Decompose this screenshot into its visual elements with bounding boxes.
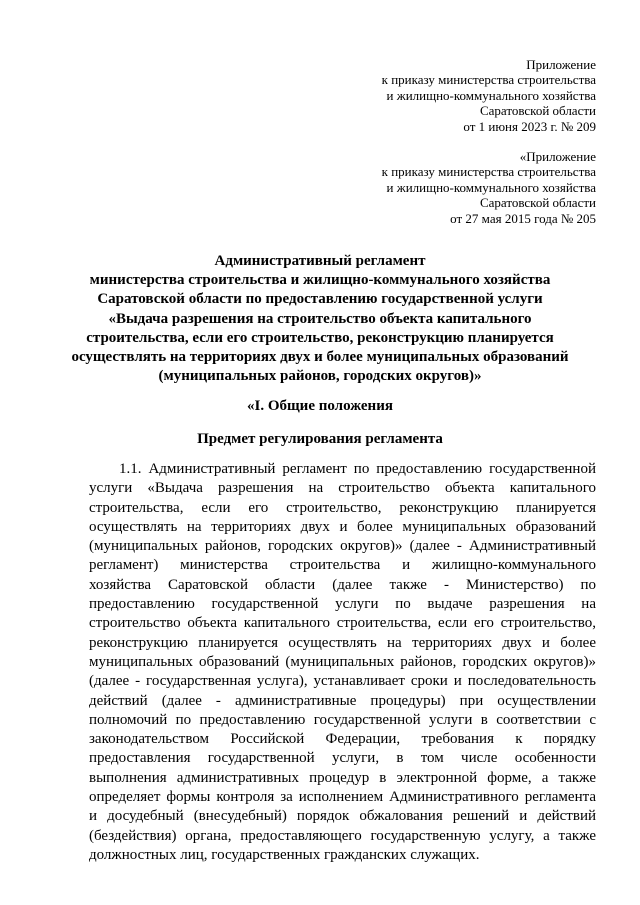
title-line: (муниципальных районов, городских округов)»	[158, 368, 482, 385]
appendix-header-original	[382, 149, 596, 226]
document-title	[40, 252, 600, 386]
paragraph-line: выполнения административных процедур в электронной форме, а также	[89, 769, 596, 786]
paragraph-line: полномочий по предоставлению государственной услуги в соответствии с	[89, 711, 596, 728]
appendix-header-current	[382, 57, 596, 134]
title-line: министерства строительства и жилищно-коммунального хозяйства	[89, 272, 551, 289]
title-line: Саратовской области по предоставлению государственной услуги	[97, 291, 543, 308]
section-heading: «I. Общие положения	[247, 398, 393, 414]
appendix-line: «Приложение	[519, 149, 596, 164]
paragraph-line: предоставлению государственной услуги по выдаче разрешения на	[89, 596, 596, 613]
paragraph-line: должностных лиц, государственных гражданских служащих.	[89, 846, 480, 863]
paragraph-line: (далее - государственная услуга), устанавливает сроки и последовательность	[89, 673, 596, 690]
appendix-line: Приложение	[526, 57, 596, 72]
title-line: Административный регламент	[214, 253, 426, 269]
paragraph-line: (бездействия) органа, предоставляющего государственную услугу, а также	[89, 827, 596, 844]
paragraph-line: регламент) министерства строительства и жилищно-коммунального	[89, 557, 596, 574]
subsection-heading: Предмет регулирования регламента	[197, 431, 443, 447]
appendix-line: к приказу министерства строительства	[381, 72, 596, 88]
paragraph-line: законодательством Российской Федерации, требования к порядку	[89, 731, 596, 748]
paragraph-line: строительства, если его строительство, реконструкцию планируется	[89, 499, 596, 516]
paragraph-line: строительство объекта капитального строительства, если его строительство,	[89, 615, 596, 632]
appendix-line: Саратовской области	[479, 195, 596, 211]
paragraph-line: хозяйства Саратовской области (далее также - Министерство) по	[89, 576, 596, 593]
paragraph-line: муниципальных образований (муниципальных районов, городских округов)»	[89, 653, 596, 670]
appendix-line: к приказу министерства строительства	[381, 164, 596, 180]
appendix-line: и жилищно-коммунального хозяйства	[386, 179, 596, 195]
paragraph-line: реконструкцию планируется осуществлять на территориях двух и более	[89, 634, 596, 651]
paragraph-line: действий (далее - административные процедуры) при осуществлении	[89, 692, 596, 709]
paragraph-line: 1.1. Административный регламент по предоставлению государственной	[119, 461, 596, 477]
appendix-line: от 1 июня 2023 г. № 209	[463, 118, 596, 134]
title-line: «Выдача разрешения на строительство объекта капитального	[108, 310, 532, 327]
paragraph-line: определяет формы контроля за исполнением Административного регламента	[89, 789, 596, 806]
title-line: строительства, если его строительство, реконструкцию планируется	[86, 329, 554, 346]
appendix-line: от 27 мая 2015 года № 205	[450, 210, 596, 226]
paragraph-1-1	[89, 460, 596, 865]
title-line: осуществлять на территориях двух и более муниципальных образований	[71, 349, 569, 366]
appendix-line: и жилищно-коммунального хозяйства	[386, 87, 596, 103]
appendix-line: Саратовской области	[479, 103, 596, 119]
paragraph-line: услуги «Выдача разрешения на строительство объекта капитального	[89, 480, 596, 497]
paragraph-line: предоставления государственной услуги, в том числе особенности	[89, 750, 596, 767]
paragraph-line: осуществлять на территориях двух и более муниципальных образований	[89, 518, 596, 535]
paragraph-line: и досудебный (внесудебный) порядок обжалования решений и действий	[89, 808, 596, 825]
paragraph-line: (муниципальных районов, городских округов)» (далее - Административный	[89, 538, 596, 555]
